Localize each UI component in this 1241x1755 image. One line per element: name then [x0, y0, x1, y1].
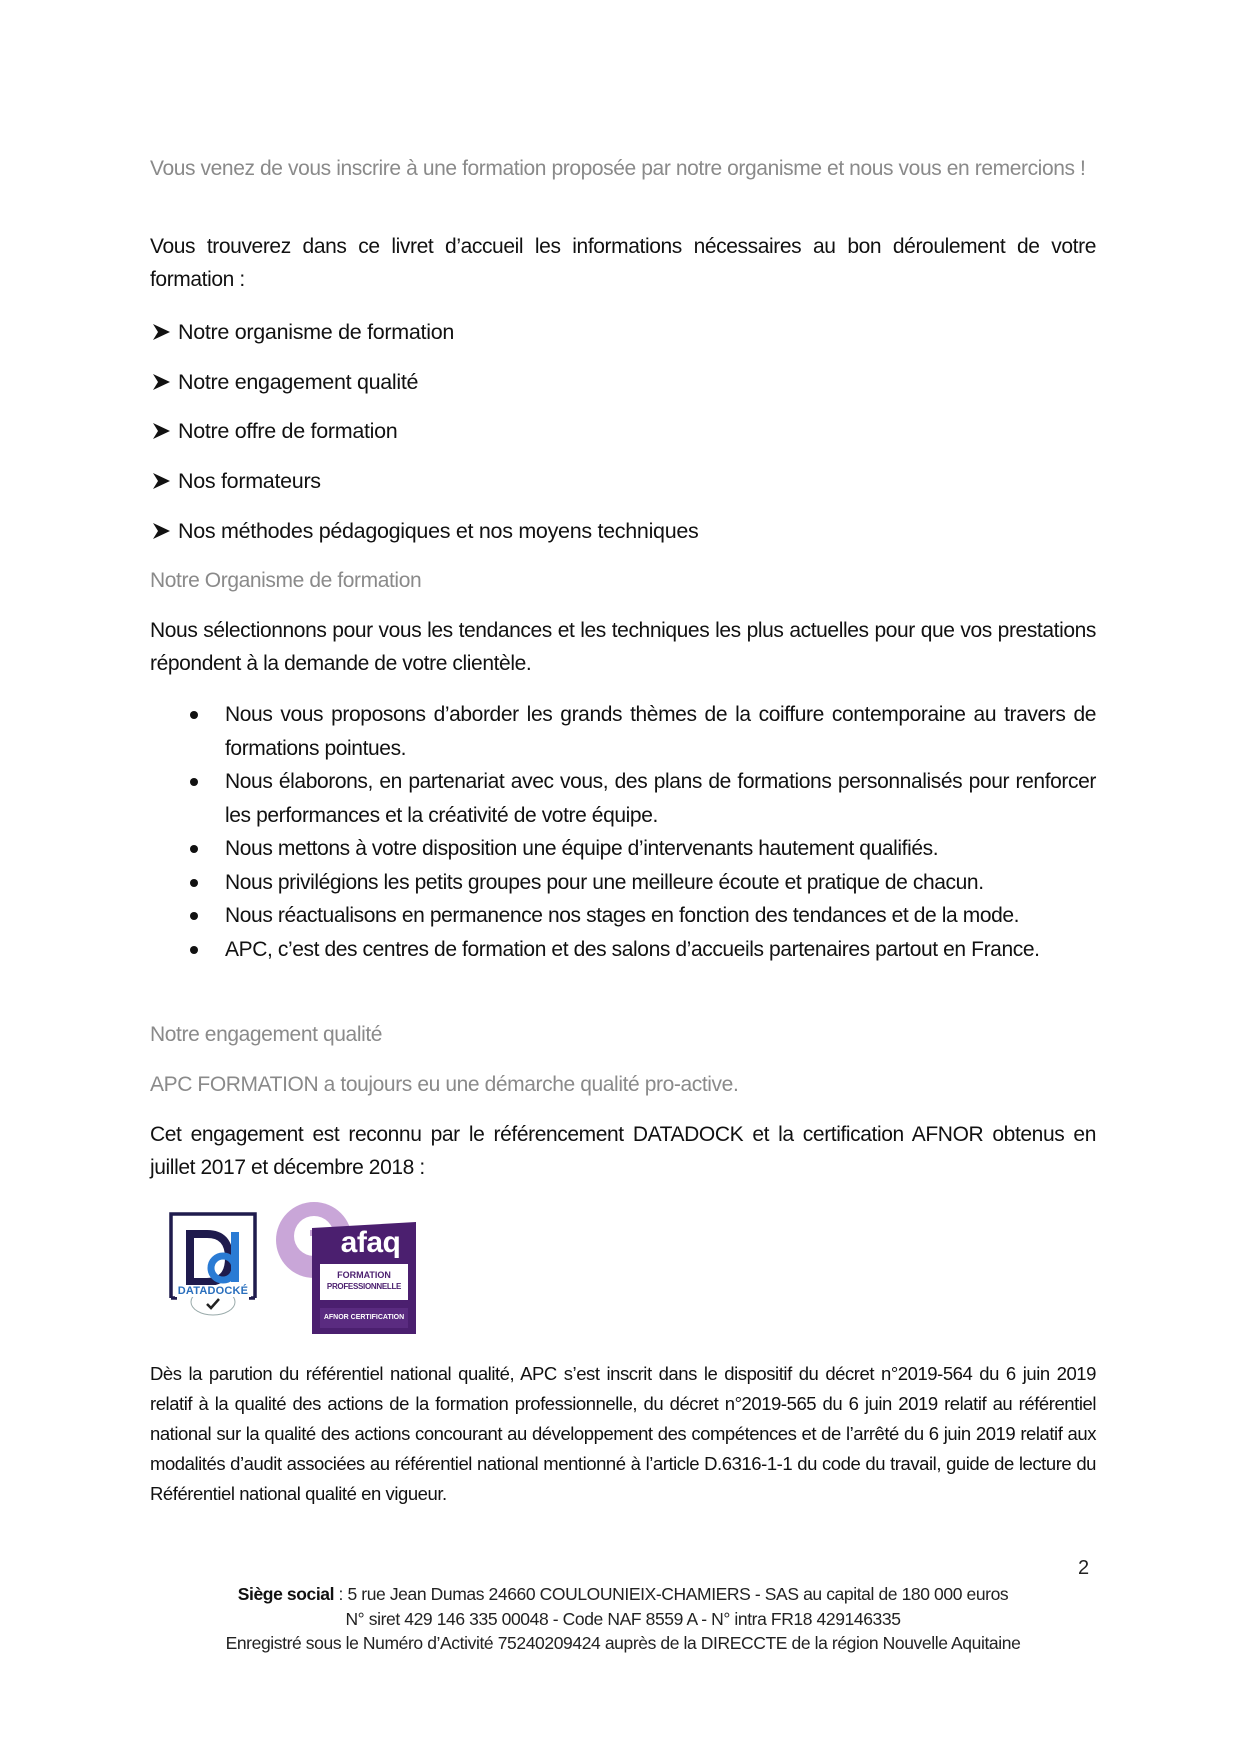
summary-item-label: Notre organisme de formation: [178, 320, 455, 344]
afaq-footer: AFNOR CERTIFICATION: [323, 1314, 405, 1321]
intro-thanks: Vous venez de vous inscrire à une formation proposée par notre organisme et nous vous en remercions !: [150, 157, 1086, 180]
footer-line-3: Enregistré sous le Numéro d’Activité 75240209424 auprès de la DIRECCTE de la région Nouvelle Aquitaine: [225, 1633, 1021, 1653]
list-item: Nous mettons à votre disposition une équipe d’intervenants hautement qualifiés.: [190, 832, 1096, 866]
afaq-logo: [268, 1198, 418, 1338]
list-item: Nous vous proposons d’aborder les grands thèmes de la coiffure contemporaine au travers de formations pointues.: [190, 698, 1096, 765]
arrow-bullet-icon: [150, 520, 176, 542]
bullet-dot-icon: [190, 778, 198, 786]
summary-item-label: Nos méthodes pédagogiques et nos moyens techniques: [178, 519, 699, 543]
section-heading-qualite: Notre engagement qualité: [150, 1023, 383, 1046]
summary-item: [150, 317, 454, 347]
summary-item-label: Notre offre de formation: [178, 419, 398, 443]
section-heading-organisme: Notre Organisme de formation: [150, 569, 422, 592]
datadock-logo: [163, 1206, 263, 1316]
summary-item-label: Nos formateurs: [178, 469, 321, 493]
list-item: APC, c’est des centres de formation et des salons d’accueils partenaires partout en France.: [190, 933, 1096, 967]
list-item: Nous réactualisons en permanence nos stages en fonction des tendances et de la mode.: [190, 899, 1096, 933]
summary-item: [150, 367, 418, 397]
bullet-dot-icon: [190, 879, 198, 887]
arrow-bullet-icon: [150, 371, 176, 393]
summary-item: [150, 466, 321, 496]
list-item: Nous élaborons, en partenariat avec vous, des plans de formations personnalisés pour renforcer les performances et la créativité de votre équipe.: [190, 765, 1096, 832]
footer-line-1: Siège social : 5 rue Jean Dumas 24660 COULOUNIEIX-CHAMIERS - SAS au capital de 180 000 euros: [237, 1584, 1009, 1604]
arrow-bullet-icon: [150, 420, 176, 442]
intro-lead: Vous trouverez dans ce livret d’accueil les informations nécessaires au bon déroulement de votre formation :: [150, 235, 1096, 291]
arrow-bullet-icon: [150, 321, 176, 343]
bullet-dot-icon: [190, 711, 198, 719]
datadock-label: DATADOCKÉ: [175, 1285, 251, 1297]
organisme-bullet-list: [190, 698, 1096, 966]
bullet-dot-icon: [190, 845, 198, 853]
summary-item-label: Notre engagement qualité: [178, 370, 419, 394]
footer-line-2: N° siret 429 146 335 00048 - Code NAF 8559 A - N° intra FR18 429146335: [345, 1608, 901, 1629]
afaq-line1: FORMATION: [337, 1270, 391, 1280]
afaq-brand: afaq: [340, 1226, 401, 1259]
summary-item: [150, 516, 698, 546]
qualite-subheading: APC FORMATION a toujours eu une démarche qualité pro-active.: [150, 1073, 739, 1096]
page-number: 2: [1078, 1557, 1090, 1579]
bullet-dot-icon: [190, 946, 198, 954]
organisme-paragraph: Nous sélectionnons pour vous les tendances et les techniques les plus actuelles pour que vos prestations répondent à la demande de votre clientèle.: [150, 619, 1096, 675]
summary-item: [150, 416, 397, 446]
legal-paragraph: Dès la parution du référentiel national qualité, APC s’est inscrit dans le dispositif du décret n°2019-564 du 6 juin 2019 relatif à la qualité des actions de la formation professionnelle, du décret n°2019-565 du 6 juin 2019 relatif au référentiel national sur la qualité des actions concourant au développement des compétences et de l’arrêté du 6 juin 2019 relatif aux modalités d’audit associées au référentiel national mentionné à l’article D.6316-1-1 du code du travail, guide de lecture du Référentiel national qualité en vigueur.: [150, 1363, 1096, 1504]
qualite-paragraph: Cet engagement est reconnu par le référencement DATADOCK et la certification AFNOR obtenus en juillet 2017 et décembre 2018 :: [150, 1123, 1096, 1179]
list-item: Nous privilégions les petits groupes pour une meilleure écoute et pratique de chacun.: [190, 866, 1096, 900]
bullet-dot-icon: [190, 912, 198, 920]
afaq-line2: PROFESSIONNELLE: [326, 1282, 402, 1291]
arrow-bullet-icon: [150, 470, 176, 492]
footer-label: Siège social: [237, 1584, 335, 1604]
page-footer: [150, 1582, 1096, 1656]
